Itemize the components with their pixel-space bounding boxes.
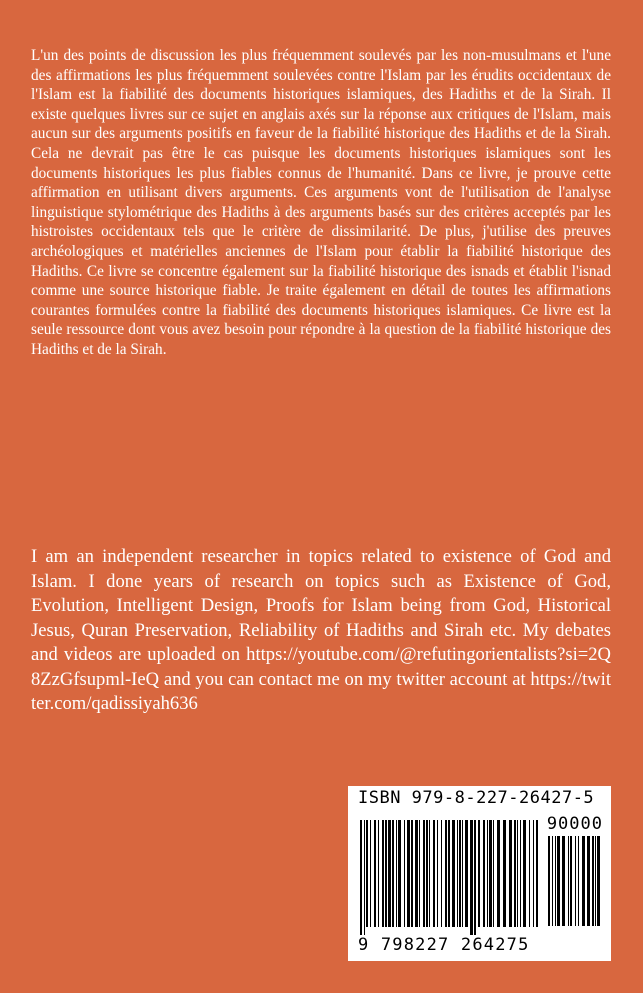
barcode-bar	[536, 820, 538, 927]
barcode-bar	[411, 820, 413, 927]
barcode-bar	[587, 836, 590, 926]
barcode-bar	[575, 836, 576, 926]
barcode-bar	[582, 836, 585, 926]
barcode-bar	[370, 820, 371, 927]
barcode-bar	[392, 820, 394, 927]
barcode-bar	[459, 820, 461, 927]
barcode-bar	[520, 820, 521, 927]
addon-barcode-bars	[548, 836, 603, 934]
barcode-bar	[360, 820, 362, 935]
barcode-bar	[445, 820, 447, 927]
barcode-bar	[385, 820, 387, 927]
barcode-bar	[562, 836, 565, 926]
price-addon-code: 90000	[546, 814, 603, 834]
barcode-bar	[429, 820, 430, 927]
barcode-bar	[388, 820, 391, 927]
barcode-bar	[462, 820, 463, 927]
barcode-bar	[441, 820, 442, 927]
barcode-bar	[523, 820, 526, 927]
barcode-bar	[448, 820, 450, 927]
ean-barcode-bars	[360, 820, 540, 935]
barcode-bar	[366, 820, 368, 927]
barcode-bar	[509, 820, 512, 927]
barcode-bar	[426, 820, 428, 927]
barcode-bar	[497, 820, 500, 927]
barcode-bar	[398, 820, 401, 927]
barcode-bar	[415, 820, 418, 927]
barcode-bar	[374, 820, 376, 927]
barcode-bar	[552, 836, 553, 926]
barcode-bar	[597, 836, 600, 926]
barcode-bar	[595, 836, 596, 926]
barcode-bar	[514, 820, 516, 927]
barcode-bar	[474, 820, 476, 935]
author-bio-contact-text: and you can contact me on my twitter account at	[163, 668, 526, 690]
author-bio	[31, 545, 611, 717]
barcode-bar	[489, 820, 492, 927]
barcode-bar	[548, 836, 550, 926]
barcode-bar	[364, 820, 365, 935]
barcode-bar	[396, 820, 397, 927]
youtube-link[interactable]: https://youtube.com/@refutingorientalists?si=2Q8ZzGfsupml-IeQ	[31, 644, 611, 690]
twitter-link[interactable]: https://twitter.com/qadissiyah636	[31, 668, 612, 714]
barcode-bar	[437, 820, 438, 927]
barcode-bar	[592, 836, 594, 926]
barcode-bar	[557, 836, 560, 926]
barcode-bar	[578, 836, 579, 926]
barcode-bar	[478, 820, 480, 927]
barcode-bar	[457, 820, 458, 927]
barcode-bar	[503, 820, 506, 927]
french-description: L'un des points de discussion les plus fréquemment soulevés par les non-musulmans et l'une des affirmations les plus fréquemment soulevées contre l'Islam par les érudits occidentaux de l'Islam est la fiabilité des documents historiques islamiques, des Hadiths et de la Sirah. Il existe quelques livres sur ce sujet en anglais axés sur la réponse aux critiques de l'Islam, mais aucun sur des arguments positifs en faveur de la fiabilité historique des Hadiths et de la Sirah. Cela ne devrait pas être le cas puisque les documents historiques islamiques sont les documents historiques les plus fiables connus de l'humanité. Dans ce livre, je prouve cette affirmation en utilisant divers arguments. Ces arguments vont de l'utilisation de l'analyse linguistique stylométrique des Hadiths à des arguments basés sur des critères acceptés par les histroistes occidentaux tels que le critère de dissimilarité. De plus, j'utilise des preuves archéologiques et matérielles anciennes de l'Islam pour établir la fiabilité historique des Hadiths. Ce livre se concentre également sur la fiabilité historique des isnads et établit l'isnad comme une source historique fiable. Je traite également en détail de toutes les affirmations courantes formulées contre la fiabilité des documents historiques islamiques. Ce livre est la seule ressource dont vous avez besoin pour répondre à la question de la fiabilité historique des Hadiths et de la Sirah.	[31, 47, 611, 358]
barcode-bar	[470, 820, 473, 935]
barcode-bar	[570, 836, 572, 926]
barcode-bar	[529, 820, 530, 927]
barcode-bar	[404, 820, 405, 927]
barcode-bar	[517, 820, 518, 927]
barcode-bar	[423, 820, 425, 927]
barcode-bar	[555, 836, 556, 926]
barcode-bar	[487, 820, 488, 927]
author-bio-text: I am an independent researcher in topics related to existence of God and Islam. I done years of research on topics such as Existence of God, Evolution, Intelligent Design, Proofs for Islam being from God, Historical Jesus, Quran Preservation, Reliability of Hadiths and Sirah etc. My debates and videos are uploaded on	[31, 546, 611, 665]
barcode-bar	[483, 820, 485, 927]
barcode-bar	[493, 820, 494, 927]
barcode-bar	[433, 820, 435, 927]
isbn-barcode	[348, 786, 611, 961]
barcode-bar	[533, 820, 534, 927]
barcode-bar	[568, 836, 569, 926]
barcode-bar	[382, 820, 384, 927]
barcode-bar	[452, 820, 455, 927]
barcode-bar	[419, 820, 420, 927]
ean-digits: 9 798227 264275	[358, 935, 530, 955]
barcode-bar	[465, 820, 468, 927]
barcode-bar	[378, 820, 379, 927]
isbn-label: ISBN 979-8-227-26427-5	[358, 788, 595, 808]
barcode-bar	[407, 820, 410, 927]
